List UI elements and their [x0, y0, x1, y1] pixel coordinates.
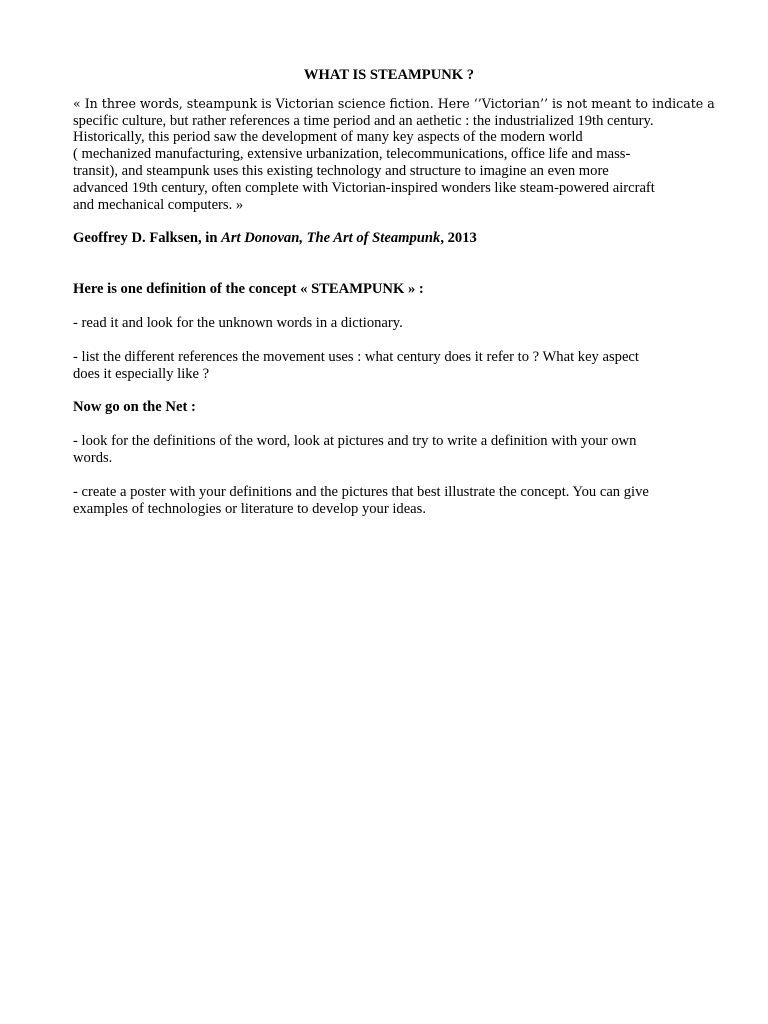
quote-line: « In three words, steampunk is Victorian science fiction. Here ‘’Victorian’’ is not meant to indicate a	[73, 95, 715, 111]
citation-work: Art Donovan, The Art of Steampunk	[221, 230, 441, 247]
document-body	[73, 67, 715, 517]
section-heading-definition: Here is one definition of the concept « STEAMPUNK » :	[73, 281, 424, 298]
section-heading-net: Now go on the Net :	[73, 399, 196, 416]
task-line: does it especially like ?	[73, 365, 210, 382]
quote-line: Historically, this period saw the development of many key aspects of the modern world	[73, 129, 583, 146]
task-item: - read it and look for the unknown words in a dictionary.	[73, 314, 403, 331]
citation-author: Geoffrey D. Falksen, in	[73, 230, 222, 247]
task-item	[73, 484, 705, 518]
quote-line: and mechanical computers. »	[73, 196, 244, 213]
task-item	[73, 349, 705, 383]
quote-line: ( mechanized manufacturing, extensive urbanization, telecommunications, office life and mass-	[73, 146, 631, 163]
task-line: words.	[73, 449, 113, 466]
quote-line: transit), and steampunk uses this existing technology and structure to imagine an even more	[73, 162, 609, 179]
task-item	[73, 433, 705, 467]
task-line: - create a poster with your definitions and the pictures that best illustrate the concept. You can give	[73, 483, 649, 500]
quote-paragraph	[73, 95, 715, 214]
document-title: WHAT IS STEAMPUNK ?	[303, 67, 475, 83]
task-line: examples of technologies or literature to develop your ideas.	[73, 500, 426, 517]
quote-line: advanced 19th century, often complete with Victorian-inspired wonders like steam-powered aircraft	[73, 179, 655, 196]
task-line: - list the different references the movement uses : what century does it refer to ? What key aspect	[73, 348, 639, 365]
citation-year: , 2013	[440, 230, 477, 247]
quote-line: specific culture, but rather references a time period and an aethetic : the industrialized 19th century.	[73, 112, 654, 129]
task-line: - look for the definitions of the word, look at pictures and try to write a definition with your own	[73, 433, 637, 450]
citation	[73, 230, 705, 247]
